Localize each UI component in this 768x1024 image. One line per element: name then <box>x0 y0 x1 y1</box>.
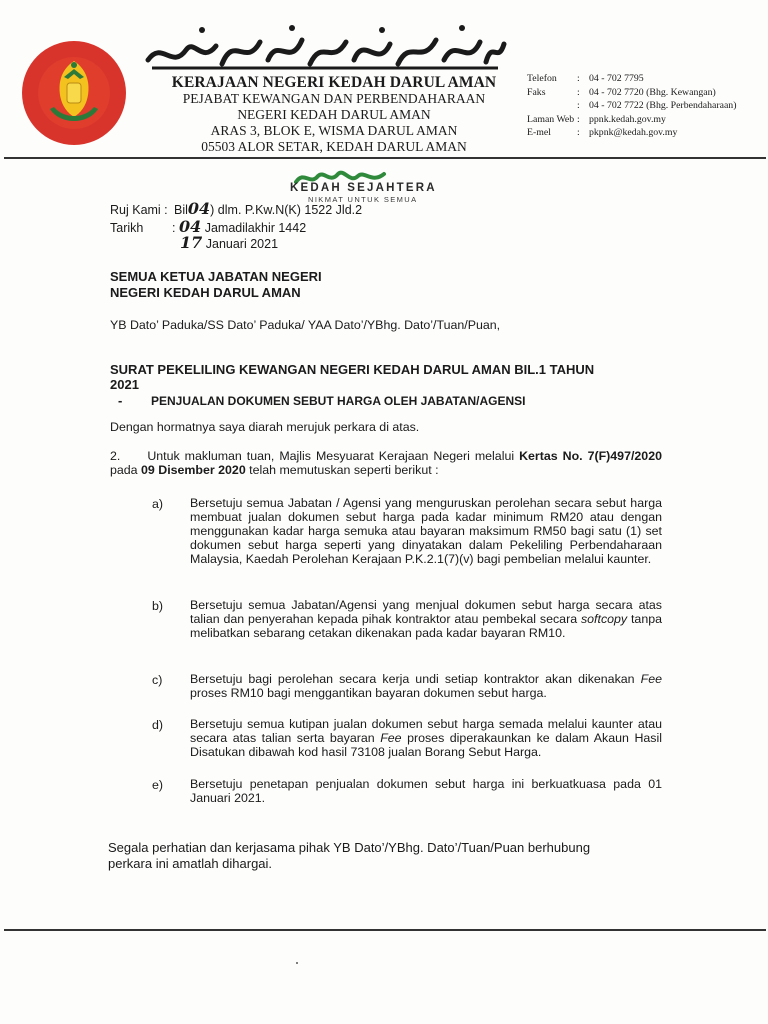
salutation: YB Dato’ Paduka/SS Dato’ Paduka/ YAA Dato’/YBhg. Dato’/Tuan/Puan, <box>110 318 501 332</box>
jawi-title-lettering <box>142 20 508 78</box>
subject-line-2: 2021 <box>110 377 139 392</box>
address-line-1: ARAS 3, BLOK E, WISMA DARUL AMAN <box>210 123 458 138</box>
contact-block <box>527 72 736 140</box>
scan-speck <box>296 962 298 964</box>
subject-title: PENJUALAN DOKUMEN SEBUT HARGA OLEH JABATAN/AGENSI <box>151 394 526 408</box>
subject-dash: - <box>118 393 123 408</box>
recipient-line-1: SEMUA KETUA JABATAN NEGERI <box>110 269 322 284</box>
contact-row-faks-2: : 04 - 702 7722 (Bhg. Perbendaharaan) <box>577 100 737 112</box>
letterhead-address <box>130 74 538 155</box>
state-name: NEGERI KEDAH DARUL AMAN <box>237 107 431 122</box>
subject-line-1: SURAT PEKELILING KEWANGAN NEGERI KEDAH DARUL AMAN BIL.1 TAHUN <box>110 362 595 377</box>
closing-line-2: perkara ini amatlah dihargai. <box>108 856 273 871</box>
date-hijri: Tarikh : 04 Jamadilakhir 1442 <box>110 217 307 236</box>
motto-title: KEDAH SEJAHTERA <box>290 182 437 194</box>
address-line-2: 05503 ALOR SETAR, KEDAH DARUL AMAN <box>201 139 467 154</box>
contact-row-faks: Faks : 04 - 702 7720 (Bhg. Kewangan) <box>527 86 716 98</box>
header-divider <box>4 157 766 159</box>
contact-row-email: E-mel : pkpnk@kedah.gov.my <box>527 127 678 139</box>
motto-tagline: NIKMAT UNTUK SEMUA <box>308 195 418 204</box>
state-crest-logo <box>20 39 128 147</box>
contact-row-telefon: Telefon : 04 - 702 7795 <box>527 73 644 84</box>
reference-number: Ruj Kami : Bil04) dlm. P.Kw.N(K) 1522 Jld.2 <box>110 199 363 218</box>
government-name: KERAJAAN NEGERI KEDAH DARUL AMAN <box>171 74 497 91</box>
opening-sentence: Dengan hormatnya saya diarah merujuk perkara di atas. <box>110 420 420 434</box>
office-name: PEJABAT KEWANGAN DAN PERBENDAHARAAN <box>182 91 486 106</box>
contact-row-web: Laman Web : ppnk.kedah.gov.my <box>527 113 666 125</box>
handwritten-greg-day: 17 <box>180 233 203 252</box>
recipient-line-2: NEGERI KEDAH DARUL AMAN <box>110 285 301 300</box>
footer-divider <box>4 929 766 931</box>
date-gregorian: 17 Januari 2021 <box>180 233 279 252</box>
closing-line-1: Segala perhatian dan kerjasama pihak YB Dato’/YBhg. Dato’/Tuan/Puan berhubung <box>108 840 591 855</box>
handwritten-hijri-day: 04 <box>178 217 202 236</box>
svg-text:كرجاءن نڬري قدح دارالامان: كرجاءن نڬري قدح دارالامان <box>319 54 331 55</box>
paragraph-2: 2. Untuk makluman tuan, Majlis Mesyuarat Kerajaan Negeri melalui Kertas No. 7(F)497/2020 pada 09 Disember 2020 telah memutuskan seperti berikut : <box>110 449 662 477</box>
handwritten-bil: 04 <box>187 199 211 218</box>
